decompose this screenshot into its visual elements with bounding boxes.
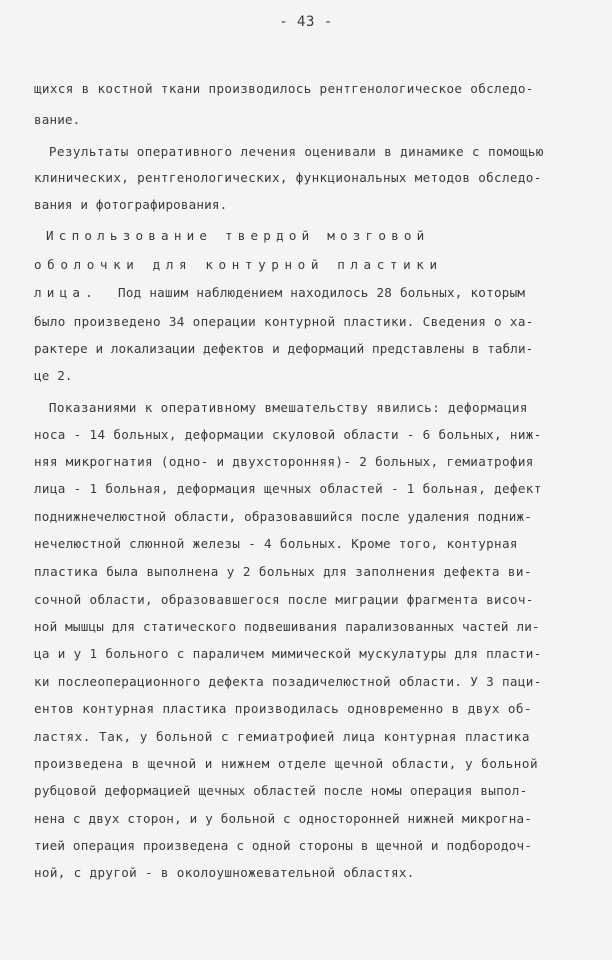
- text-line: поднижнечелюстной области, образовавшийся после удаления подниж-: [34, 509, 533, 524]
- text-line: Результаты оперативного лечения оценивали в динамике с помощью: [17, 144, 544, 159]
- text-line: ной, с другой - в околоушножевательной областях.: [34, 865, 415, 880]
- section-heading-line: Использование твердой мозговой: [46, 228, 430, 243]
- section-heading-line: лица.: [34, 285, 98, 300]
- text-line: рубцовой деформацией щечных областей после номы операция выпол-: [34, 783, 528, 798]
- text-line: нена с двух сторон, и у больной с односторонней нижней микрогна-: [34, 811, 533, 826]
- text-line: носа - 14 больных, деформации скуловой области - 6 больных, ниж-: [34, 427, 542, 442]
- text-line: сочной области, образовавшегося после миграции фрагмента височ-: [34, 592, 534, 607]
- text-line: Под нашим наблюдением находилось 28 больных, которым: [118, 285, 526, 300]
- text-line: ластях. Так, у больной с гемиатрофией лица контурная пластика: [34, 729, 531, 744]
- text-line: тией операция произведена с одной стороны в щечной и подбородоч-: [34, 838, 533, 853]
- text-line: лица - 1 больная, деформация щечных областей - 1 больная, дефект: [34, 481, 542, 496]
- text-line: было произведено 34 операции контурной пластики. Сведения о ха-: [34, 314, 534, 329]
- text-line: произведена в щечной и нижнем отделе щечной области, у больной: [34, 756, 539, 771]
- section-heading-line: оболочки для контурной пластики: [34, 257, 443, 272]
- text-line: рактере и локализации дефектов и деформаций представлены в табли-: [34, 341, 534, 356]
- text-line: ной мышцы для статического подвешивания парализованных частей ли-: [34, 619, 540, 634]
- text-line: вание.: [34, 112, 81, 127]
- text-line: нечелюстной слюнной железы - 4 больных. Кроме того, контурная: [34, 536, 518, 551]
- text-line: няя микрогнатия (одно- и двухсторонняя)- 2 больных, гемиатрофия: [34, 454, 534, 469]
- text-line: вания и фотографирования.: [34, 197, 228, 212]
- page-number: - 43 -: [279, 14, 333, 30]
- text-line: Показаниями к оперативному вмешательству явились: деформация: [17, 400, 528, 415]
- text-line: щихся в костной ткани производилось рентгенологическое обследо-: [34, 81, 534, 96]
- text-line: це 2.: [34, 368, 73, 383]
- text-line: ки послеоперационного дефекта позадичелюстной области. У 3 паци-: [34, 674, 542, 689]
- text-line: ца и у 1 больного с параличем мимической мускулатуры для пласти-: [34, 646, 542, 661]
- text-line: пластика была выполнена у 2 больных для заполнения дефекта ви-: [34, 564, 532, 579]
- text-line: клинических, рентгенологических, функциональных методов обследо-: [34, 170, 542, 185]
- text-line: ентов контурная пластика производилась одновременно в двух об-: [34, 701, 532, 716]
